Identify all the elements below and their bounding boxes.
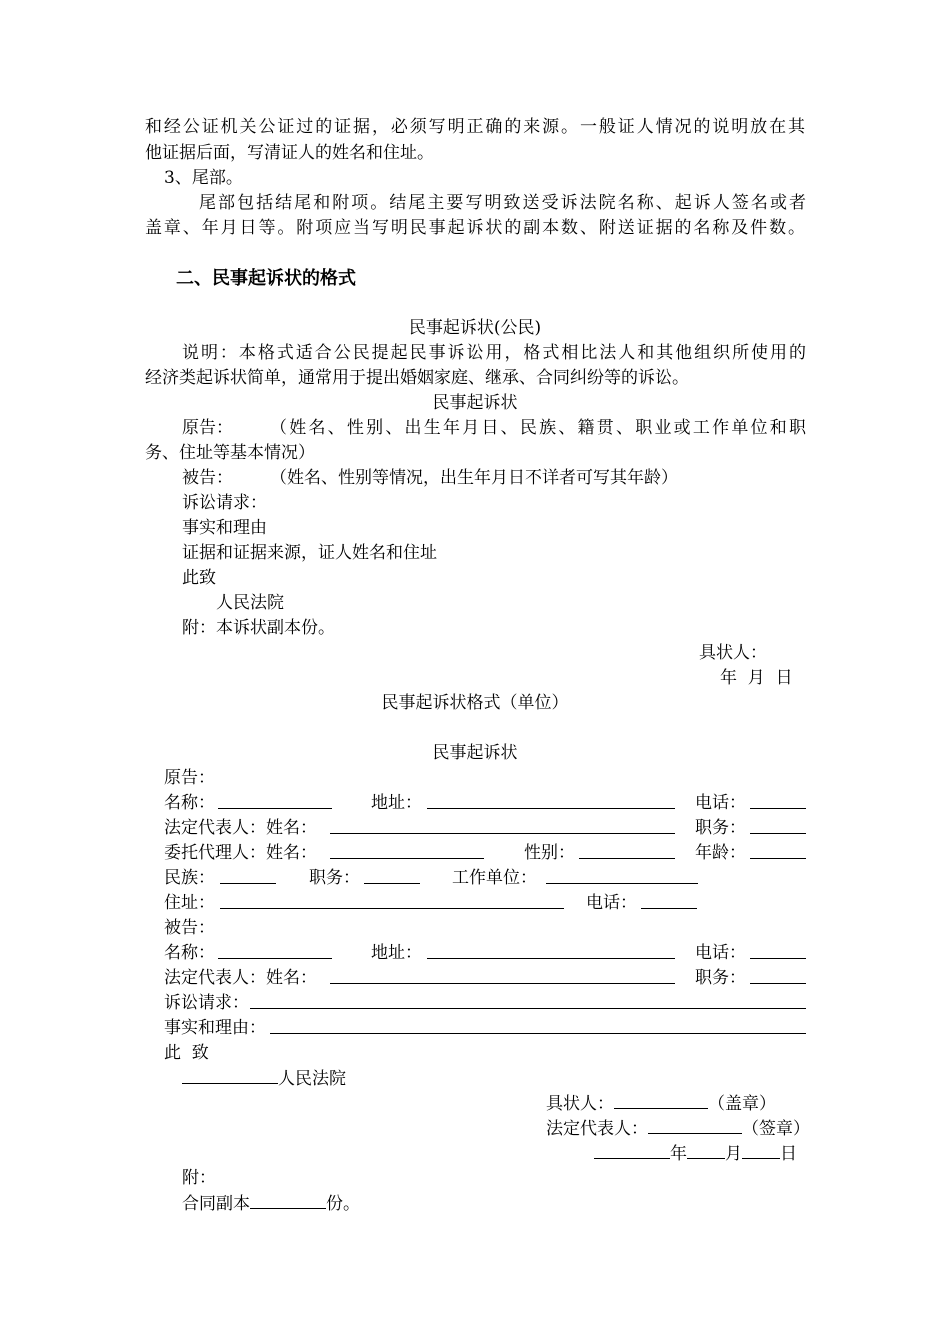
unit-facts-row bbox=[164, 1016, 806, 1041]
age-blank[interactable] bbox=[750, 841, 806, 859]
citizen-evidence: 证据和证据来源，证人姓名和住址 bbox=[182, 543, 437, 563]
def-legal-rep-label: 法定代表人：姓名： bbox=[164, 968, 317, 988]
year-label: 年 bbox=[670, 1144, 687, 1164]
phone-blank-2[interactable] bbox=[641, 891, 697, 909]
position-label-2: 职务： bbox=[309, 868, 360, 888]
citizen-claims: 诉讼请求： bbox=[182, 493, 267, 513]
unit-legal-rep-sign-blank[interactable] bbox=[648, 1116, 742, 1134]
unit-date-row bbox=[594, 1141, 797, 1167]
phone-blank[interactable] bbox=[750, 791, 806, 809]
def-legal-rep-blank[interactable] bbox=[330, 966, 675, 984]
unit-plaintiff-row-name bbox=[164, 791, 806, 816]
citizen-court: 人民法院 bbox=[216, 593, 284, 613]
workplace-label: 工作单位： bbox=[452, 868, 537, 888]
section-title: 二、民事起诉状的格式 bbox=[176, 268, 356, 289]
gender-label: 性别： bbox=[524, 843, 575, 863]
citizen-form-title: 民事起诉状(公民) bbox=[408, 318, 542, 338]
intro-line-4: 盖章、年月日等。附项应当写明民事起诉状的副本数、附送证据的名称及件数。 bbox=[145, 218, 805, 238]
unit-court-label: 人民法院 bbox=[278, 1069, 346, 1089]
unit-claims-blank[interactable] bbox=[250, 991, 806, 1009]
unit-defendant-row-name bbox=[164, 941, 806, 966]
unit-plaintiff-label: 原告： bbox=[164, 768, 215, 788]
def-position-label: 职务： bbox=[695, 968, 746, 988]
ethnicity-blank[interactable] bbox=[220, 866, 276, 884]
def-address-blank[interactable] bbox=[427, 941, 675, 959]
citizen-to: 此致 bbox=[182, 568, 216, 588]
unit-legal-rep-sign-label: 法定代表人： bbox=[546, 1119, 648, 1139]
unit-form-title: 民事起诉状 bbox=[432, 743, 518, 763]
citizen-note-line-2: 经济类起诉状简单，通常用于提出婚姻家庭、继承、合同纠纷等的诉讼。 bbox=[145, 368, 689, 388]
unit-plaintiff-row-residence bbox=[164, 891, 806, 916]
ethnicity-label: 民族： bbox=[164, 868, 215, 888]
gender-blank[interactable] bbox=[579, 841, 675, 859]
unit-defendant-row-legal-rep bbox=[164, 966, 806, 991]
month-blank[interactable] bbox=[687, 1141, 725, 1159]
citizen-plaintiff-desc-1: （姓名、性别、出生年月日、民族、籍贯、职业或工作单位和职 bbox=[270, 418, 806, 438]
unit-plaintiff-row-agent bbox=[164, 841, 806, 866]
unit-signer-row bbox=[546, 1091, 776, 1117]
unit-claims-row bbox=[164, 991, 806, 1016]
unit-contract-blank[interactable] bbox=[250, 1191, 326, 1209]
agent-blank[interactable] bbox=[330, 841, 484, 859]
unit-facts-label: 事实和理由： bbox=[164, 1018, 266, 1038]
intro-item-3: 3、尾部。 bbox=[164, 168, 243, 188]
citizen-plaintiff-label: 原告： bbox=[182, 418, 233, 438]
intro-line-3: 尾部包括结尾和附项。结尾主要写明致送受诉法院名称、起诉人签名或者 bbox=[199, 193, 806, 213]
day-blank[interactable] bbox=[742, 1141, 780, 1159]
residence-blank[interactable] bbox=[220, 891, 564, 909]
month-label: 月 bbox=[725, 1144, 742, 1164]
name-label: 名称： bbox=[164, 793, 215, 813]
unit-attach: 附： bbox=[182, 1168, 216, 1188]
unit-form-heading: 民事起诉状格式（单位） bbox=[381, 693, 569, 713]
unit-copies-label: 份。 bbox=[326, 1194, 360, 1214]
unit-signer-blank[interactable] bbox=[614, 1091, 708, 1109]
age-label: 年龄： bbox=[695, 843, 746, 863]
citizen-facts: 事实和理由 bbox=[182, 518, 267, 538]
legal-rep-blank[interactable] bbox=[330, 816, 675, 834]
citizen-attach: 附：本诉状副本份。 bbox=[182, 618, 335, 638]
unit-defendant-label: 被告： bbox=[164, 918, 215, 938]
def-name-blank[interactable] bbox=[218, 941, 332, 959]
address-label: 地址： bbox=[371, 793, 422, 813]
unit-seal-label: （盖章） bbox=[708, 1094, 776, 1114]
unit-plaintiff-row-legal-rep bbox=[164, 816, 806, 841]
def-name-label: 名称： bbox=[164, 943, 215, 963]
intro-line-2: 他证据后面，写清证人的姓名和住址。 bbox=[145, 143, 434, 163]
legal-rep-label: 法定代表人：姓名： bbox=[164, 818, 317, 838]
year-blank[interactable] bbox=[594, 1141, 670, 1159]
phone-label-2: 电话： bbox=[586, 893, 637, 913]
unit-to: 此 致 bbox=[164, 1043, 209, 1063]
def-address-label: 地址： bbox=[371, 943, 422, 963]
unit-contract-row bbox=[182, 1191, 360, 1217]
unit-contract-label: 合同副本 bbox=[182, 1194, 250, 1214]
unit-court-row bbox=[182, 1066, 346, 1092]
phone-label: 电话： bbox=[695, 793, 746, 813]
workplace-blank[interactable] bbox=[546, 866, 698, 884]
address-blank[interactable] bbox=[427, 791, 675, 809]
unit-sign-label: （签章） bbox=[742, 1119, 810, 1139]
unit-claims-label: 诉讼请求： bbox=[164, 993, 249, 1013]
unit-facts-blank[interactable] bbox=[270, 1016, 806, 1034]
unit-court-blank[interactable] bbox=[182, 1066, 278, 1084]
citizen-note-line-1: 说明：本格式适合公民提起民事诉讼用，格式相比法人和其他组织所使用的 bbox=[182, 343, 806, 363]
citizen-date: 年 月 日 bbox=[720, 668, 793, 688]
citizen-defendant-desc: （姓名、性别等情况，出生年月日不详者可写其年龄） bbox=[270, 468, 678, 488]
citizen-form-subtitle: 民事起诉状 bbox=[432, 393, 518, 413]
def-phone-blank[interactable] bbox=[750, 941, 806, 959]
residence-label: 住址： bbox=[164, 893, 215, 913]
position-blank-2[interactable] bbox=[364, 866, 420, 884]
citizen-signer: 具状人： bbox=[699, 643, 767, 663]
citizen-plaintiff-desc-2: 务、住址等基本情况） bbox=[145, 443, 315, 463]
unit-signer-label: 具状人： bbox=[546, 1094, 614, 1114]
day-label: 日 bbox=[780, 1144, 797, 1164]
unit-legal-rep-sign-row bbox=[546, 1116, 810, 1142]
def-position-blank[interactable] bbox=[750, 966, 806, 984]
intro-line-1: 和经公证机关公证过的证据，必须写明正确的来源。一般证人情况的说明放在其 bbox=[145, 117, 805, 137]
unit-plaintiff-row-ethnicity bbox=[164, 866, 806, 891]
agent-label: 委托代理人：姓名： bbox=[164, 843, 317, 863]
name-blank[interactable] bbox=[218, 791, 332, 809]
citizen-defendant-label: 被告： bbox=[182, 468, 233, 488]
position-blank[interactable] bbox=[750, 816, 806, 834]
position-label: 职务： bbox=[695, 818, 746, 838]
def-phone-label: 电话： bbox=[695, 943, 746, 963]
